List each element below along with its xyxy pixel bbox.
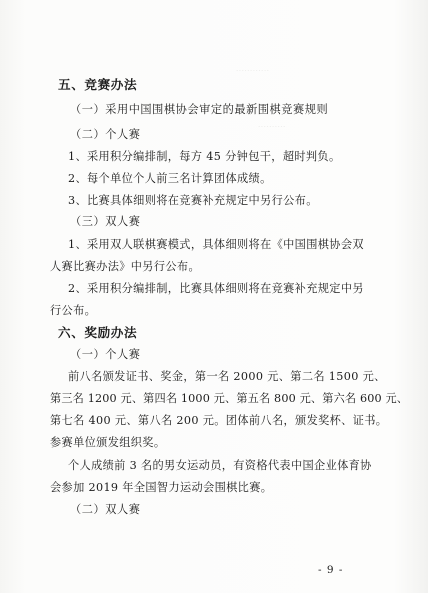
qualify-line-2: 会参加 2019 年全国智力运动会围棋比赛。 [50, 481, 273, 494]
individual-rule-3: 3、比赛具体细则将在竞赛补充规定中另行公布。 [68, 194, 318, 207]
prize-line-4: 参赛单位颁发组织奖。 [50, 436, 166, 449]
individual-rule-1: 1、采用积分编排制，每方 45 分钟包干，超时判负。 [68, 150, 341, 163]
pair-rule-1-line-1: 1、采用双人联棋赛模式，具体细则将在《中国围棋协会双 [68, 238, 364, 251]
prize-line-2: 第三名 1200 元、第四名 1000 元、第五名 800 元、第六名 600 元、 [50, 392, 409, 405]
pair-rule-2-line-2: 行公布。 [50, 304, 97, 317]
pair-rule-1-line-2: 人赛比赛办法》中另行公布。 [50, 260, 200, 273]
section-heading-awards: 六、奖励办法 [58, 325, 138, 340]
bleed-through-text: ············ [236, 66, 270, 75]
rule-note: （一）采用中国围棋协会审定的最新围棋竞赛规则 [70, 103, 329, 116]
qualify-line-1: 个人成绩前 3 名的男女运动员，有资格代表中国企业体育协 [68, 459, 372, 472]
section-heading-competition-method: 五、竞赛办法 [58, 77, 138, 92]
awards-pair-heading: （二）双人赛 [70, 503, 141, 516]
pair-heading: （三）双人赛 [70, 215, 141, 228]
prize-line-3: 第七名 400 元、第八名 200 元。团体前八名，颁发奖杯、证书。 [50, 414, 388, 427]
individual-heading: （二）个人赛 [70, 128, 141, 141]
prize-line-1: 前八名颁发证书、奖金，第一名 2000 元、第二名 1500 元、 [68, 370, 386, 383]
individual-rule-2: 2、每个单位个人前三名计算团体成绩。 [68, 172, 272, 185]
page-number: - 9 - [318, 564, 344, 576]
pair-rule-2-line-1: 2、采用积分编排制，比赛具体细则将在竞赛补充规定中另 [68, 282, 364, 295]
awards-individual-heading: （一）个人赛 [70, 348, 141, 361]
bleed-through-text: ·········· [258, 122, 286, 131]
